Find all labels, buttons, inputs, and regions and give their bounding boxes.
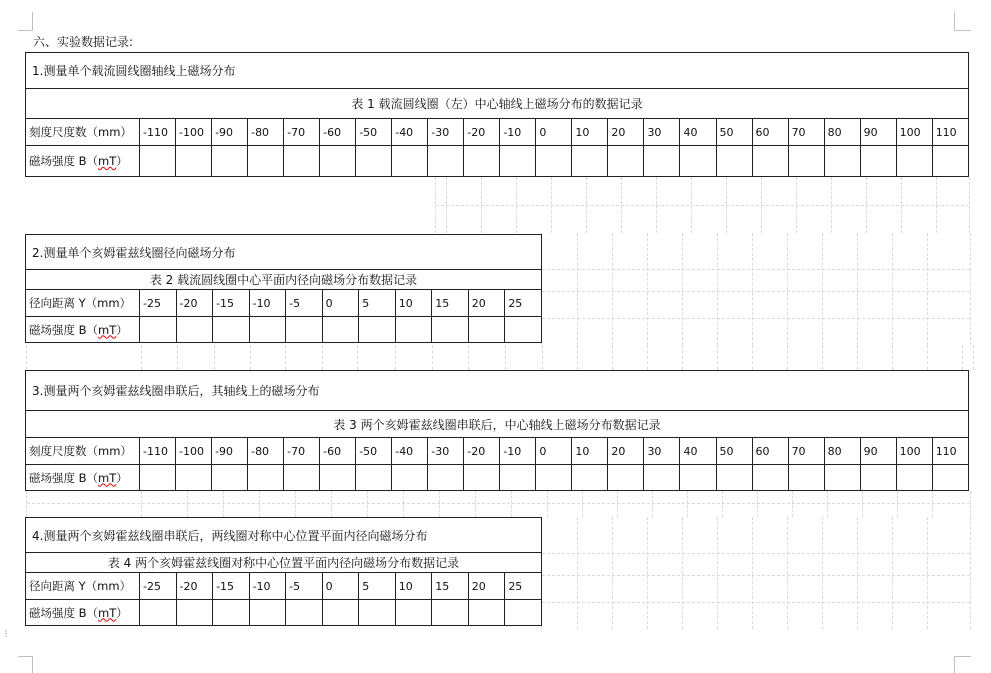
value-cell: -5: [286, 573, 323, 600]
value-cell: -40: [392, 438, 428, 465]
measurement-input-cell[interactable]: [536, 146, 572, 177]
measurement-input-cell[interactable]: [464, 146, 500, 177]
hidden-gridlines: [435, 177, 970, 233]
measurement-input-cell[interactable]: [824, 146, 860, 177]
table-caption: 表 3 两个亥姆霍兹线圈串联后，中心轴线上磁场分布数据记录: [26, 411, 969, 438]
value-cell: -50: [356, 438, 392, 465]
page-corner-mark: [954, 12, 971, 31]
measurement-input-cell[interactable]: [286, 317, 323, 343]
measurement-input-cell[interactable]: [500, 146, 536, 177]
value-cell: 10: [395, 290, 432, 317]
measurement-input-cell[interactable]: [716, 146, 752, 177]
measurement-input-cell[interactable]: [932, 146, 968, 177]
value-cell: 15: [432, 573, 469, 600]
measurement-input-cell[interactable]: [248, 465, 284, 491]
value-cell: -20: [176, 573, 213, 600]
page-corner-mark: [18, 12, 33, 31]
data-table-3: [25, 370, 969, 491]
row-label-scale: 刻度尺度数（mm）: [26, 119, 140, 146]
measurement-input-cell[interactable]: [140, 465, 176, 491]
measurement-input-cell[interactable]: [932, 465, 968, 491]
value-cell: -60: [320, 438, 356, 465]
measurement-input-cell[interactable]: [680, 465, 716, 491]
measurement-input-cell[interactable]: [248, 146, 284, 177]
measurement-input-cell[interactable]: [572, 146, 608, 177]
table-caption: 表 2 载流圆线圈中心平面内径向磁场分布数据记录: [26, 270, 542, 290]
measurement-input-cell[interactable]: [176, 317, 213, 343]
value-cell: 30: [644, 119, 680, 146]
measurement-input-cell[interactable]: [212, 465, 248, 491]
hidden-gridlines: [26, 491, 971, 517]
measurement-input-cell[interactable]: [500, 465, 536, 491]
value-cell: 50: [716, 119, 752, 146]
measurement-input-cell[interactable]: [860, 465, 896, 491]
table-caption: 表 1 载流圆线圈（左）中心轴线上磁场分布的数据记录: [26, 89, 969, 119]
measurement-input-cell[interactable]: [896, 146, 932, 177]
value-cell: -10: [249, 573, 286, 600]
measurement-input-cell[interactable]: [359, 317, 396, 343]
value-cell: 10: [572, 119, 608, 146]
row-label-field: 磁场强度 B（mT）: [26, 317, 140, 343]
data-table-1: [25, 52, 969, 177]
value-cell: 110: [932, 119, 968, 146]
row-label-field: 磁场强度 B（mT）: [26, 600, 140, 626]
measurement-input-cell[interactable]: [572, 465, 608, 491]
value-cell: -30: [428, 119, 464, 146]
measurement-input-cell[interactable]: [284, 465, 320, 491]
row-label-field: 磁场强度 B（mT）: [26, 146, 140, 177]
value-cell: -15: [213, 573, 250, 600]
measurement-input-cell[interactable]: [140, 600, 177, 626]
hidden-gridlines: [541, 517, 971, 629]
value-cell: -10: [500, 438, 536, 465]
value-cell: -10: [249, 290, 286, 317]
value-cell: -20: [464, 438, 500, 465]
row-label-scale: 刻度尺度数（mm）: [26, 438, 140, 465]
value-cell: 25: [505, 573, 542, 600]
measurement-input-cell[interactable]: [505, 600, 542, 626]
value-cell: 5: [359, 290, 396, 317]
value-cell: 5: [359, 573, 396, 600]
measurement-input-cell[interactable]: [752, 146, 788, 177]
measurement-input-cell[interactable]: [608, 465, 644, 491]
value-cell: 25: [505, 290, 542, 317]
measurement-input-cell[interactable]: [176, 146, 212, 177]
value-cell: 60: [752, 119, 788, 146]
measurement-input-cell[interactable]: [392, 465, 428, 491]
value-cell: -15: [213, 290, 250, 317]
value-cell: 80: [824, 438, 860, 465]
measurement-input-cell[interactable]: [140, 317, 177, 343]
hidden-gridlines: [26, 345, 974, 370]
value-cell: 70: [788, 119, 824, 146]
row-label-field: 磁场强度 B（mT）: [26, 465, 140, 491]
data-table-4: [25, 517, 542, 626]
value-cell: 0: [536, 438, 572, 465]
table-heading: 1.测量单个载流圆线圈轴线上磁场分布: [26, 53, 969, 89]
value-cell: -60: [320, 119, 356, 146]
measurement-input-cell[interactable]: [212, 146, 248, 177]
value-cell: -90: [212, 438, 248, 465]
measurement-input-cell[interactable]: [286, 600, 323, 626]
measurement-input-cell[interactable]: [536, 465, 572, 491]
value-cell: 100: [896, 438, 932, 465]
measurement-input-cell[interactable]: [788, 146, 824, 177]
measurement-input-cell[interactable]: [320, 465, 356, 491]
value-cell: -5: [286, 290, 323, 317]
value-cell: 20: [468, 290, 505, 317]
table-heading: 2.测量单个亥姆霍兹线圈径向磁场分布: [26, 235, 542, 270]
measurement-input-cell[interactable]: [213, 600, 250, 626]
data-table-2: [25, 234, 542, 343]
section-title: 六、实验数据记录:: [33, 35, 134, 49]
value-cell: -80: [248, 438, 284, 465]
value-cell: 70: [788, 438, 824, 465]
table-heading: 3.测量两个亥姆霍兹线圈串联后，其轴线上的磁场分布: [26, 371, 969, 411]
measurement-input-cell[interactable]: [860, 146, 896, 177]
value-cell: 20: [468, 573, 505, 600]
value-cell: -40: [392, 119, 428, 146]
measurement-input-cell[interactable]: [788, 465, 824, 491]
value-cell: 40: [680, 119, 716, 146]
value-cell: 40: [680, 438, 716, 465]
measurement-input-cell[interactable]: [468, 317, 505, 343]
value-cell: -80: [248, 119, 284, 146]
measurement-input-cell[interactable]: [505, 317, 542, 343]
measurement-input-cell[interactable]: [428, 465, 464, 491]
measurement-input-cell[interactable]: [392, 146, 428, 177]
measurement-input-cell[interactable]: [608, 146, 644, 177]
value-cell: 110: [932, 438, 968, 465]
measurement-input-cell[interactable]: [824, 465, 860, 491]
value-cell: -25: [140, 290, 177, 317]
value-cell: -10: [500, 119, 536, 146]
value-cell: 30: [644, 438, 680, 465]
value-cell: -100: [176, 438, 212, 465]
value-cell: -50: [356, 119, 392, 146]
measurement-input-cell[interactable]: [644, 146, 680, 177]
value-cell: 20: [608, 438, 644, 465]
value-cell: -20: [176, 290, 213, 317]
value-cell: -25: [140, 573, 177, 600]
measurement-input-cell[interactable]: [428, 146, 464, 177]
value-cell: 20: [608, 119, 644, 146]
value-cell: 10: [572, 438, 608, 465]
measurement-input-cell[interactable]: [432, 317, 469, 343]
measurement-input-cell[interactable]: [464, 465, 500, 491]
value-cell: 15: [432, 290, 469, 317]
measurement-input-cell[interactable]: [249, 317, 286, 343]
value-cell: 90: [860, 119, 896, 146]
measurement-input-cell[interactable]: [320, 146, 356, 177]
value-cell: -70: [284, 438, 320, 465]
page-corner-mark: [18, 656, 33, 673]
measurement-input-cell[interactable]: [249, 600, 286, 626]
drag-handle[interactable]: ⋮: [2, 629, 10, 638]
measurement-input-cell[interactable]: [359, 600, 396, 626]
value-cell: 0: [322, 573, 359, 600]
value-cell: 100: [896, 119, 932, 146]
measurement-input-cell[interactable]: [644, 465, 680, 491]
measurement-input-cell[interactable]: [716, 465, 752, 491]
measurement-input-cell[interactable]: [176, 600, 213, 626]
measurement-input-cell[interactable]: [752, 465, 788, 491]
value-cell: 0: [536, 119, 572, 146]
measurement-input-cell[interactable]: [680, 146, 716, 177]
measurement-input-cell[interactable]: [213, 317, 250, 343]
measurement-input-cell[interactable]: [356, 465, 392, 491]
value-cell: -110: [140, 119, 176, 146]
measurement-input-cell[interactable]: [284, 146, 320, 177]
value-cell: -110: [140, 438, 176, 465]
value-cell: -100: [176, 119, 212, 146]
table-caption: 表 4 两个亥姆霍兹线圈对称中心位置平面内径向磁场分布数据记录: [26, 553, 542, 573]
value-cell: 60: [752, 438, 788, 465]
row-label-distance: 径向距离 Y（mm）: [26, 290, 140, 317]
value-cell: 0: [322, 290, 359, 317]
row-label-distance: 径向距离 Y（mm）: [26, 573, 140, 600]
hidden-gridlines: [541, 233, 971, 345]
measurement-input-cell[interactable]: [896, 465, 932, 491]
measurement-input-cell[interactable]: [395, 600, 432, 626]
measurement-input-cell[interactable]: [395, 317, 432, 343]
page-corner-mark: [954, 656, 971, 673]
measurement-input-cell[interactable]: [176, 465, 212, 491]
value-cell: -30: [428, 438, 464, 465]
value-cell: 80: [824, 119, 860, 146]
value-cell: -90: [212, 119, 248, 146]
measurement-input-cell[interactable]: [432, 600, 469, 626]
value-cell: 90: [860, 438, 896, 465]
measurement-input-cell[interactable]: [322, 317, 359, 343]
value-cell: 10: [395, 573, 432, 600]
measurement-input-cell[interactable]: [468, 600, 505, 626]
value-cell: 50: [716, 438, 752, 465]
value-cell: -70: [284, 119, 320, 146]
table-heading: 4.测量两个亥姆霍兹线圈串联后，两线圈对称中心位置平面内径向磁场分布: [26, 518, 542, 553]
measurement-input-cell[interactable]: [322, 600, 359, 626]
value-cell: -20: [464, 119, 500, 146]
measurement-input-cell[interactable]: [140, 146, 176, 177]
measurement-input-cell[interactable]: [356, 146, 392, 177]
